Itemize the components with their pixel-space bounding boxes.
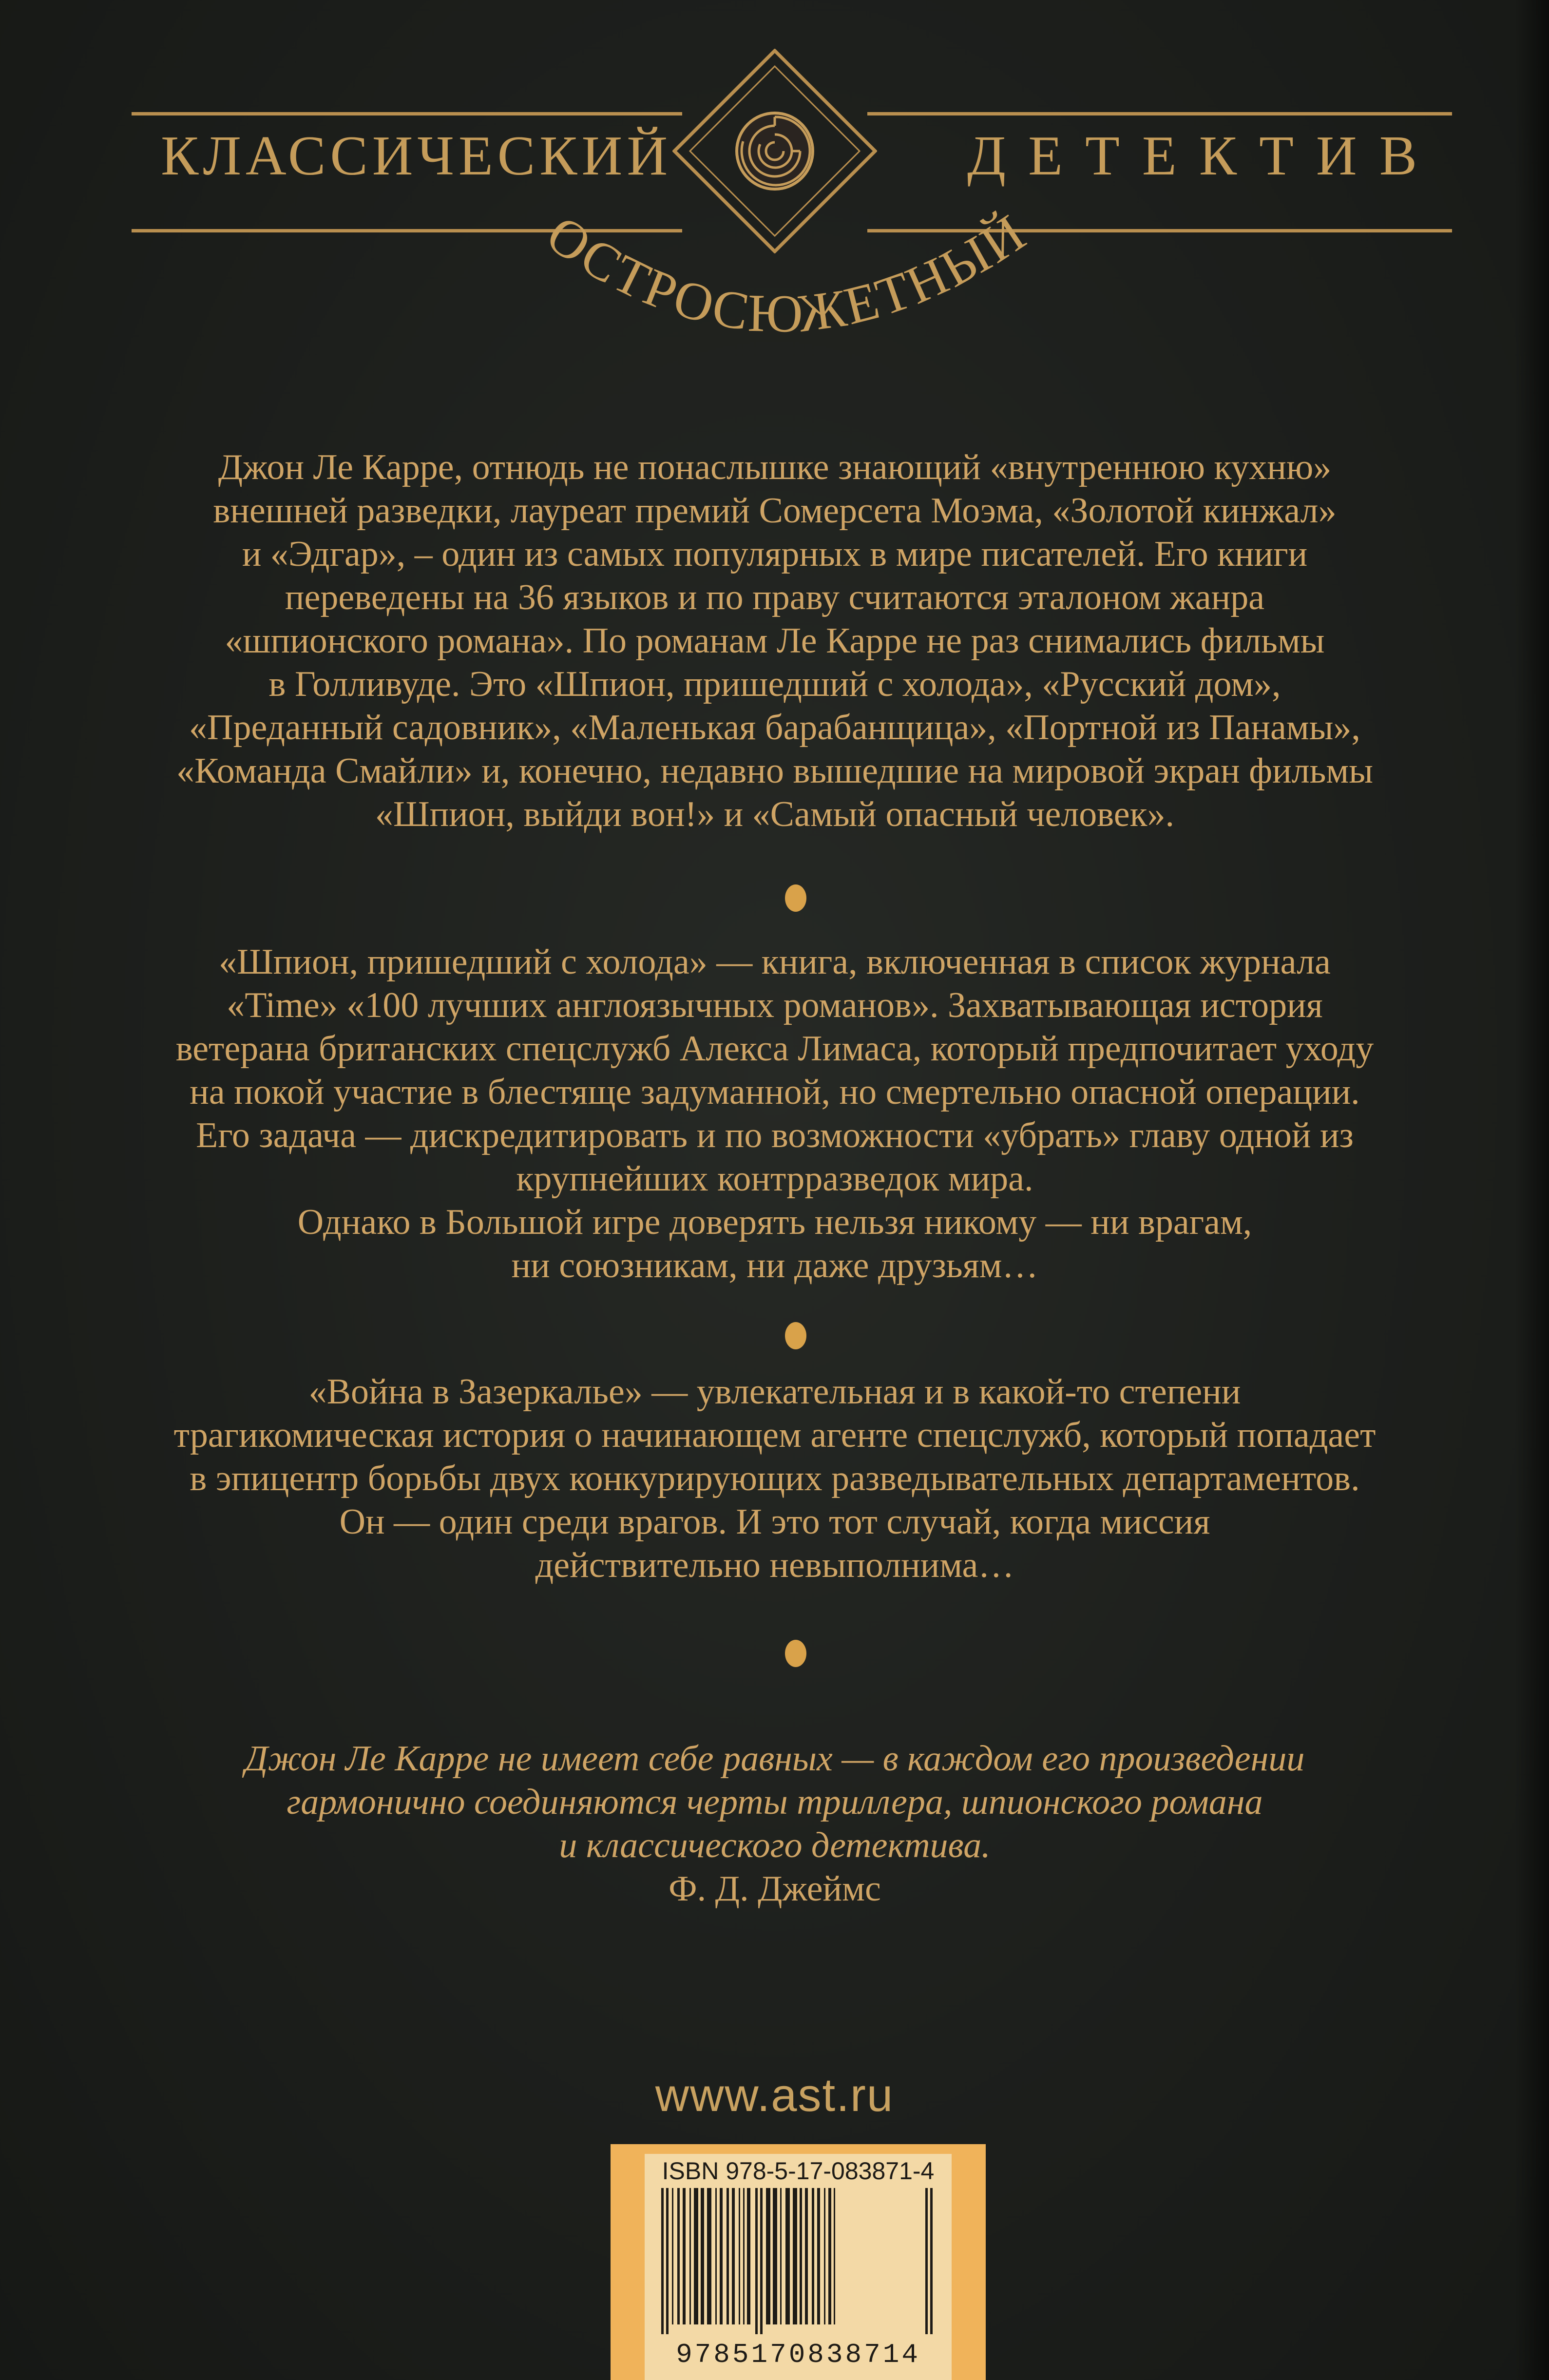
- isbn-text: ISBN 978-5-17-083871-4: [662, 2157, 935, 2185]
- text-line: ветерана британских спецслужб Алекса Лимаса, который предпочитает уходу: [175, 1029, 1374, 1069]
- barcode-bar: [683, 2188, 686, 2324]
- text-line: «Команда Смайли» и, конечно, недавно вышедшие на мировой экран фильмы: [176, 751, 1373, 791]
- barcode-bar: [715, 2188, 717, 2324]
- barcode-bar: [834, 2188, 835, 2324]
- barcode-bar: [720, 2188, 723, 2324]
- text-line: «Преданный садовник», «Маленькая барабанщица», «Портной из Панамы»,: [189, 708, 1360, 748]
- barcode-bar: [707, 2188, 711, 2324]
- barcode-bar: [760, 2188, 763, 2334]
- barcode-bar: [666, 2188, 669, 2334]
- barcode-bar: [824, 2188, 825, 2324]
- barcode-bar: [930, 2188, 933, 2334]
- barcode-panel: [611, 2144, 986, 2380]
- text-line: трагикомическая история о начинающем агенте спецслужб, который попадает: [173, 1415, 1376, 1455]
- text-line: в эпицентр борьбы двух конкурирующих разведывательных департаментов.: [190, 1459, 1360, 1498]
- barcode-bar: [743, 2188, 745, 2324]
- barcode-bar: [800, 2188, 802, 2324]
- text-line: ни союзникам, ни даже друзьям…: [511, 1246, 1038, 1286]
- quote-author-text: Ф. Д. Джеймс: [669, 1869, 881, 1909]
- subtitle-text: ОСТРОСЮЖЕТНЫЙ: [536, 202, 1037, 344]
- book-two-description: [146, 1370, 1403, 1587]
- barcode-bar: [755, 2188, 758, 2334]
- text-line: переведены на 36 языков и по праву считаются эталоном жанра: [285, 577, 1265, 617]
- text-line: и классического детектива.: [559, 1825, 991, 1865]
- series-title-left: КЛАССИЧЕСКИЙ: [161, 125, 672, 187]
- barcode-bar: [732, 2188, 735, 2324]
- barcode-bar: [785, 2188, 790, 2324]
- text-line: Однако в Большой игре доверять нельзя никому — ни врагам,: [297, 1202, 1252, 1242]
- bullet-ornament: [785, 884, 806, 912]
- series-title-right: ДЕТЕКТИВ: [967, 125, 1440, 187]
- barcode-bar: [672, 2188, 673, 2324]
- barcode-bar: [739, 2188, 740, 2324]
- barcode-bar: [828, 2188, 831, 2324]
- barcode-bar: [817, 2188, 820, 2324]
- barcode-bar: [805, 2188, 808, 2324]
- author-description: [146, 446, 1403, 836]
- barcode-bar: [925, 2188, 928, 2334]
- svg-text:ОСТРОСЮЖЕТНЫЙ: [536, 202, 1037, 344]
- publisher-website[interactable]: www.ast.ru: [655, 2069, 894, 2121]
- barcode-bar: [661, 2188, 664, 2334]
- barcode-bar: [701, 2188, 704, 2324]
- text-line: «Война в Зазеркалье» — увлекательная и в какой-то степени: [308, 1372, 1241, 1412]
- text-line: внешней разведки, лауреат премий Сомерсета Моэма, «Золотой кинжал»: [213, 491, 1337, 531]
- text-line: на покой участие в блестяще задуманной, но смертельно опасной операции.: [190, 1072, 1360, 1112]
- subtitle-arc: [0, 0, 1549, 439]
- barcode-bars: [659, 2188, 937, 2334]
- barcode-bar: [689, 2188, 691, 2324]
- text-line: Джон Ле Карре не имеет себе равных — в каждом его произведении: [245, 1739, 1305, 1779]
- text-line: «Time» «100 лучших англоязычных романов». Захватывающая история: [227, 985, 1323, 1025]
- quote-author: [146, 1867, 1403, 1911]
- text-line: действительно невыполнима…: [535, 1545, 1014, 1585]
- barcode-bar: [766, 2188, 770, 2324]
- barcode-bar: [694, 2188, 698, 2324]
- barcode-bar: [812, 2188, 814, 2324]
- ean-number: 9785170838714: [676, 2339, 920, 2370]
- text-line: Джон Ле Карре, отнюдь не понаслышке знающий «внутреннюю кухню»: [218, 447, 1332, 487]
- text-line: «Шпион, выйди вон!» и «Самый опасный человек».: [375, 794, 1175, 834]
- bullet-ornament: [785, 1322, 806, 1349]
- text-line: Он — один среди врагов. И это тот случай, когда миссия: [339, 1502, 1210, 1542]
- bullet-ornament: [785, 1640, 806, 1667]
- barcode-bar: [747, 2188, 750, 2324]
- barcode-bar: [780, 2188, 782, 2324]
- barcode-label: [645, 2154, 952, 2380]
- barcode-bar: [677, 2188, 680, 2324]
- text-line: и «Эдгар», – один из самых популярных в мире писателей. Его книги: [242, 534, 1308, 574]
- text-line: «Шпион, пришедший с холода» — книга, включенная в список журнала: [219, 942, 1331, 982]
- text-line: в Голливуде. Это «Шпион, пришедший с холода», «Русский дом»,: [268, 664, 1281, 704]
- barcode-bar: [793, 2188, 797, 2324]
- text-line: гармонично соединяются черты триллера, шпионского романа: [287, 1782, 1263, 1822]
- text-line: Его задача — дискредитировать и по возможности «убрать» главу одной из: [196, 1115, 1354, 1155]
- critic-quote: [146, 1737, 1403, 1867]
- text-line: крупнейших контрразведок мира.: [516, 1159, 1033, 1199]
- barcode-bar: [727, 2188, 729, 2324]
- text-line: «шпионского романа». По романам Ле Карре не раз снимались фильмы: [225, 621, 1325, 661]
- barcode-bar: [773, 2188, 777, 2324]
- book-one-description: [146, 940, 1403, 1287]
